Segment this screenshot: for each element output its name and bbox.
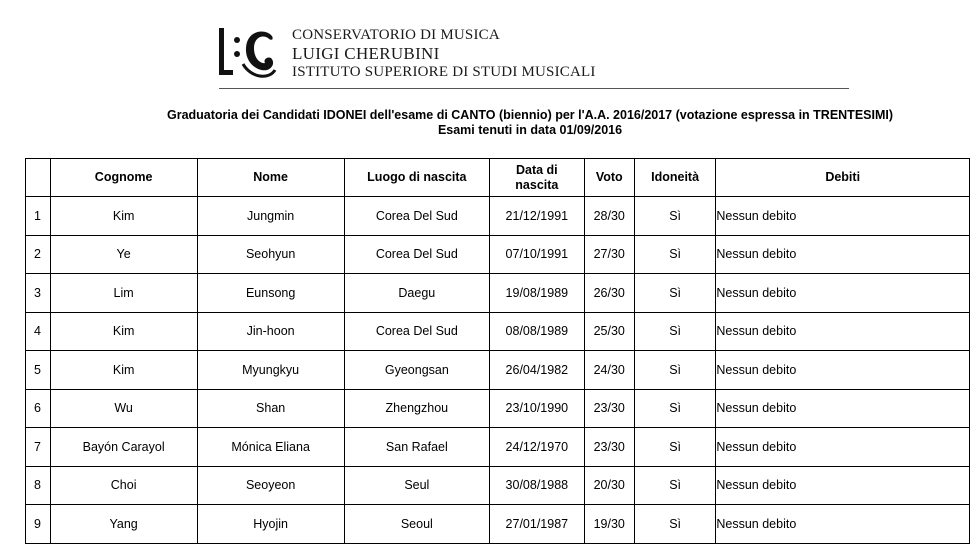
cell-idoneita: Sì [634,389,716,428]
cell-voto: 23/30 [584,428,634,467]
cell-idoneita: Sì [634,428,716,467]
title-line-1: Graduatoria dei Candidati IDONEI dell'esame di CANTO (biennio) per l'A.A. 2016/2017 (votazione espressa in TRENTESIMI) [166,108,894,122]
cell-debiti: Nessun debito [716,312,970,351]
cell-voto: 20/30 [584,466,634,505]
cell-idoneita: Sì [634,466,716,505]
cell-index: 4 [26,312,51,351]
cell-data: 08/08/1989 [490,312,585,351]
cell-index: 7 [26,428,51,467]
cell-cognome: Choi [50,466,197,505]
cell-luogo: Corea Del Sud [344,197,489,236]
cell-luogo: Corea Del Sud [344,235,489,274]
header-cognome: Cognome [50,159,197,197]
cell-index: 1 [26,197,51,236]
cell-nome: Jin-hoon [197,312,344,351]
organization-name [292,26,596,81]
cell-cognome: Wu [50,389,197,428]
document-header [0,0,970,120]
cell-luogo: Corea Del Sud [344,312,489,351]
header-luogo: Luogo di nascita [344,159,489,197]
cell-cognome: Kim [50,197,197,236]
cell-debiti: Nessun debito [716,466,970,505]
cell-debiti: Nessun debito [716,235,970,274]
cell-debiti: Nessun debito [716,389,970,428]
cell-data: 19/08/1989 [490,274,585,313]
title-line-2: Esami tenuti in data 01/09/2016 [437,123,623,137]
header-idoneita: Idoneità [634,159,716,197]
cell-data: 30/08/1988 [490,466,585,505]
cell-data: 21/12/1991 [490,197,585,236]
org-line-1: CONSERVATORIO DI MUSICA [292,27,500,43]
cell-debiti: Nessun debito [716,197,970,236]
cell-index: 5 [26,351,51,390]
cell-voto: 19/30 [584,505,634,544]
cell-luogo: Daegu [344,274,489,313]
org-line-2: LUIGI CHERUBINI [292,44,440,63]
cell-voto: 27/30 [584,235,634,274]
cell-debiti: Nessun debito [716,505,970,544]
cell-nome: Eunsong [197,274,344,313]
header-debiti: Debiti [716,159,970,197]
cell-nome: Seoyeon [197,466,344,505]
table-row [26,274,970,313]
table-row [26,351,970,390]
cell-index: 2 [26,235,51,274]
cell-cognome: Kim [50,351,197,390]
table-header-row [26,159,970,197]
cell-debiti: Nessun debito [716,274,970,313]
cell-idoneita: Sì [634,274,716,313]
cell-data: 24/12/1970 [490,428,585,467]
cell-nome: Jungmin [197,197,344,236]
cell-voto: 25/30 [584,312,634,351]
cell-index: 3 [26,274,51,313]
cell-luogo: Zhengzhou [344,389,489,428]
cell-nome: Shan [197,389,344,428]
cell-debiti: Nessun debito [716,351,970,390]
cell-voto: 24/30 [584,351,634,390]
table-row [26,197,970,236]
cell-idoneita: Sì [634,312,716,351]
cell-index: 9 [26,505,51,544]
cell-luogo: Seul [344,466,489,505]
conservatorio-logo-icon [217,26,279,82]
cell-data: 23/10/1990 [490,389,585,428]
header-data-line-1: Data di [515,162,558,177]
cell-cognome: Yang [50,505,197,544]
cell-idoneita: Sì [634,505,716,544]
header-divider [219,88,849,89]
cell-luogo: Seoul [344,505,489,544]
cell-debiti: Nessun debito [716,428,970,467]
table-row [26,428,970,467]
cell-nome: Seohyun [197,235,344,274]
cell-voto: 26/30 [584,274,634,313]
header-data-line-2: nascita [515,177,559,192]
cell-cognome: Ye [50,235,197,274]
cell-data: 07/10/1991 [490,235,585,274]
cell-data: 26/04/1982 [490,351,585,390]
cell-cognome: Lim [50,274,197,313]
cell-luogo: San Rafael [344,428,489,467]
table-row [26,389,970,428]
table-row [26,505,970,544]
header-voto: Voto [584,159,634,197]
header-data [490,159,585,197]
cell-cognome: Bayón Carayol [50,428,197,467]
results-table [25,158,970,544]
cell-nome: Myungkyu [197,351,344,390]
cell-data: 27/01/1987 [490,505,585,544]
cell-idoneita: Sì [634,235,716,274]
cell-index: 8 [26,466,51,505]
document-title [0,108,970,138]
org-line-3: ISTITUTO SUPERIORE DI STUDI MUSICALI [292,64,596,80]
cell-nome: Mónica Eliana [197,428,344,467]
table-row [26,466,970,505]
cell-index: 6 [26,389,51,428]
table-row [26,312,970,351]
header-index [26,159,51,197]
table-row [26,235,970,274]
cell-idoneita: Sì [634,197,716,236]
cell-idoneita: Sì [634,351,716,390]
cell-voto: 23/30 [584,389,634,428]
cell-luogo: Gyeongsan [344,351,489,390]
header-nome: Nome [197,159,344,197]
cell-nome: Hyojin [197,505,344,544]
cell-cognome: Kim [50,312,197,351]
cell-voto: 28/30 [584,197,634,236]
